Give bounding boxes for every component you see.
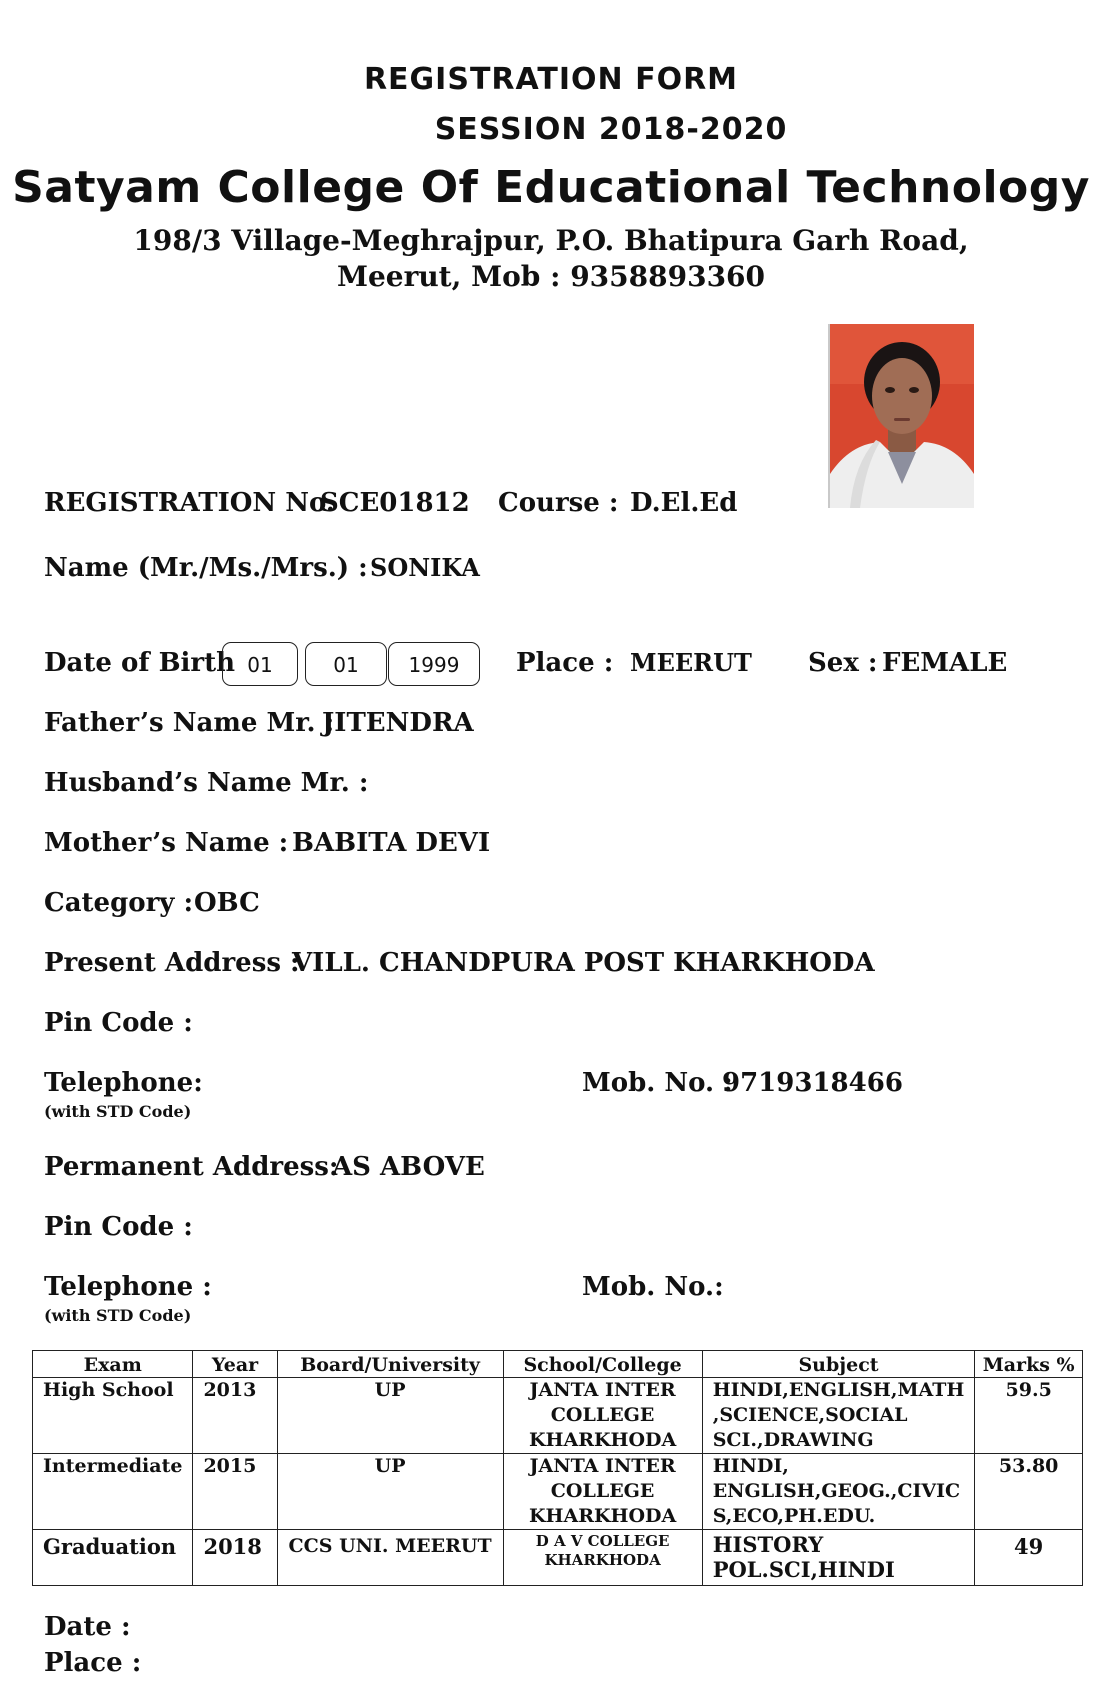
place-label: Place : — [516, 648, 614, 678]
dob-year-box — [388, 642, 480, 686]
mobile-label: Mob. No. : — [582, 1068, 733, 1098]
subject-cell — [702, 1530, 975, 1586]
permanent-address-label: Permanent Address: — [44, 1152, 339, 1182]
mobile-value: 9719318466 — [722, 1068, 903, 1098]
subject-line: HINDI,ENGLISH,MATH — [712, 1379, 965, 1401]
permanent-telephone-note: (with STD Code) — [44, 1306, 192, 1325]
name-value: SONIKA — [370, 553, 480, 582]
school-cell — [503, 1454, 702, 1530]
table-row — [33, 1454, 1083, 1530]
permanent-address-value: AS ABOVE — [332, 1152, 485, 1182]
school-line: JANTA INTER — [529, 1379, 676, 1401]
subject-line: S,ECO,PH.EDU. — [712, 1505, 876, 1527]
telephone-label: Telephone: — [44, 1068, 203, 1098]
exam-cell: High School — [33, 1378, 193, 1454]
dob-label: Date of Birth — [44, 648, 236, 678]
column-header: Board/University — [277, 1351, 503, 1378]
table-row — [33, 1378, 1083, 1454]
mother-value: BABITA DEVI — [292, 828, 491, 858]
year-cell: 2015 — [193, 1454, 277, 1530]
pin-code-label: Pin Code : — [44, 1008, 193, 1038]
form-title: REGISTRATION FORM — [363, 62, 739, 97]
college-address-line1: 198/3 Village-Meghrajpur, P.O. Bhatipura Garh Road, — [133, 224, 969, 257]
board-cell: CCS UNI. MEERUT — [277, 1530, 503, 1586]
subject-line: HINDI, — [712, 1455, 789, 1477]
course-label: Course : — [498, 488, 619, 518]
permanent-telephone-label: Telephone : — [44, 1272, 212, 1302]
present-address-label: Present Address : — [44, 948, 300, 978]
subject-line: ,SCIENCE,SOCIAL — [712, 1404, 908, 1426]
sex-label: Sex : — [808, 648, 878, 678]
session-title: SESSION 2018-2020 — [434, 112, 788, 147]
college-name: Satyam College Of Educational Technology — [12, 162, 1090, 213]
sex-value: FEMALE — [882, 648, 1008, 678]
board-cell: UP — [277, 1378, 503, 1454]
mother-label: Mother’s Name : — [44, 828, 289, 858]
category-label: Category : — [44, 888, 194, 918]
year-cell: 2018 — [193, 1530, 277, 1586]
place-value: MEERUT — [630, 648, 752, 677]
permanent-pin-code-label: Pin Code : — [44, 1212, 193, 1242]
school-line: COLLEGE — [550, 1404, 655, 1426]
subject-line: HISTORY — [712, 1532, 824, 1557]
school-cell — [503, 1378, 702, 1454]
telephone-note: (with STD Code) — [44, 1102, 192, 1121]
name-label: Name (Mr./Ms./Mrs.) : — [44, 553, 368, 583]
year-cell: 2013 — [193, 1378, 277, 1454]
marks-cell: 49 — [975, 1530, 1083, 1586]
marks-cell: 59.5 — [975, 1378, 1083, 1454]
column-header: School/College — [503, 1351, 702, 1378]
school-line: JANTA INTER — [529, 1455, 676, 1477]
school-line: KHARKHODA — [528, 1505, 677, 1527]
school-line: COLLEGE — [550, 1480, 655, 1502]
father-label: Father’s Name Mr. : — [44, 708, 335, 738]
school-line: D A V COLLEGE — [535, 1532, 670, 1550]
column-header: Year — [193, 1351, 277, 1378]
school-line: KHARKHODA — [528, 1429, 677, 1451]
column-header: Marks % — [975, 1351, 1083, 1378]
father-value: JITENDRA — [322, 708, 474, 738]
column-header: Subject — [702, 1351, 975, 1378]
column-header: Exam — [33, 1351, 193, 1378]
subject-cell — [702, 1378, 975, 1454]
permanent-mobile-label: Mob. No.: — [582, 1272, 724, 1302]
applicant-photo-image — [830, 324, 974, 508]
registration-label: REGISTRATION No. — [44, 488, 335, 518]
subject-line: ENGLISH,GEOG.,CIVIC — [712, 1480, 961, 1502]
school-line: KHARKHODA — [544, 1551, 661, 1569]
exam-cell: Graduation — [33, 1530, 193, 1586]
dob-month: 01 — [333, 653, 359, 677]
college-address-line2: Meerut, Mob : 9358893360 — [336, 260, 766, 293]
husband-label: Husband’s Name Mr. : — [44, 768, 369, 798]
place-footer-label: Place : — [44, 1648, 142, 1678]
dob-day-box — [222, 642, 298, 686]
dob-year: 1999 — [408, 653, 460, 677]
category-value: OBC — [194, 888, 260, 918]
date-label: Date : — [44, 1612, 131, 1642]
table-row — [33, 1530, 1083, 1586]
subject-line: SCI.,DRAWING — [712, 1429, 874, 1451]
board-cell: UP — [277, 1454, 503, 1530]
dob-month-box — [305, 642, 387, 686]
exam-cell: Intermediate — [33, 1454, 193, 1530]
applicant-photo — [828, 324, 974, 508]
school-cell — [503, 1530, 702, 1586]
subject-cell — [702, 1454, 975, 1530]
subject-line: POL.SCI,HINDI — [712, 1557, 895, 1582]
marks-cell: 53.80 — [975, 1454, 1083, 1530]
table-header-row — [33, 1351, 1083, 1378]
education-table — [32, 1350, 1083, 1586]
dob-day: 01 — [247, 653, 273, 677]
course-value: D.El.Ed — [630, 488, 738, 518]
registration-value: SCE01812 — [320, 488, 470, 518]
present-address-value: VILL. CHANDPURA POST KHARKHODA — [292, 948, 875, 978]
